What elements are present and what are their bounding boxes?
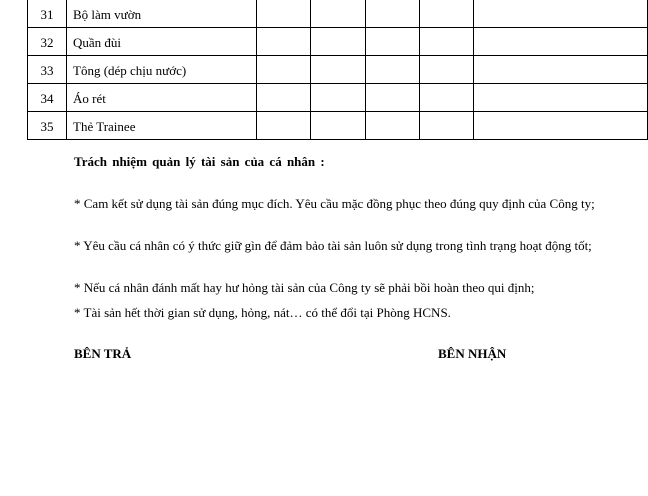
asset-name: Bộ làm vườn (67, 0, 257, 28)
responsibility-rule: * Cam kết sử dụng tài sản đúng mục đích. Yêu cầu mặc đồng phục theo đúng quy định của Công ty; (74, 196, 595, 211)
asset-table-body (28, 0, 648, 140)
empty-cell (311, 0, 366, 28)
empty-cell (419, 84, 473, 112)
empty-cell (257, 28, 311, 56)
table-row (28, 84, 648, 112)
empty-cell (473, 112, 647, 140)
row-number: 31 (28, 0, 67, 28)
row-number: 33 (28, 56, 67, 84)
asset-table (27, 0, 648, 140)
table-row (28, 28, 648, 56)
row-number: 34 (28, 84, 67, 112)
asset-name: Thẻ Trainee (67, 112, 257, 140)
asset-name: Quần đùi (67, 28, 257, 56)
empty-cell (365, 56, 419, 84)
asset-name: Tông (dép chịu nước) (67, 56, 257, 84)
asset-name: Áo rét (67, 84, 257, 112)
empty-cell (311, 28, 366, 56)
empty-cell (473, 56, 647, 84)
responsibility-title: Trách nhiệm quản lý tài sản của cá nhân : (74, 154, 325, 169)
empty-cell (257, 0, 311, 28)
empty-cell (311, 56, 366, 84)
empty-cell (257, 112, 311, 140)
empty-cell (473, 0, 647, 28)
empty-cell (419, 0, 473, 28)
empty-cell (257, 84, 311, 112)
empty-cell (311, 84, 366, 112)
receiver-signature-label: BÊN NHẬN (438, 346, 507, 361)
empty-cell (419, 112, 473, 140)
responsibility-rule: * Tài sản hết thời gian sử dụng, hỏng, nát… có thể đổi tại Phòng HCNS. (74, 305, 451, 320)
empty-cell (473, 28, 647, 56)
empty-cell (419, 28, 473, 56)
empty-cell (365, 28, 419, 56)
responsibility-rule: * Yêu cầu cá nhân có ý thức giữ gìn để đảm bảo tài sản luôn sử dụng trong tình trạng hoạt động tốt; (74, 238, 592, 253)
empty-cell (311, 112, 366, 140)
table-row (28, 56, 648, 84)
returner-signature-label: BÊN TRẢ (74, 346, 132, 361)
row-number: 35 (28, 112, 67, 140)
empty-cell (365, 0, 419, 28)
empty-cell (365, 112, 419, 140)
empty-cell (365, 84, 419, 112)
empty-cell (257, 56, 311, 84)
table-row (28, 0, 648, 28)
row-number: 32 (28, 28, 67, 56)
empty-cell (473, 84, 647, 112)
empty-cell (419, 56, 473, 84)
table-row (28, 112, 648, 140)
responsibility-rule: * Nếu cá nhân đánh mất hay hư hỏng tài sản của Công ty sẽ phải bồi hoàn theo qui định; (74, 280, 535, 295)
